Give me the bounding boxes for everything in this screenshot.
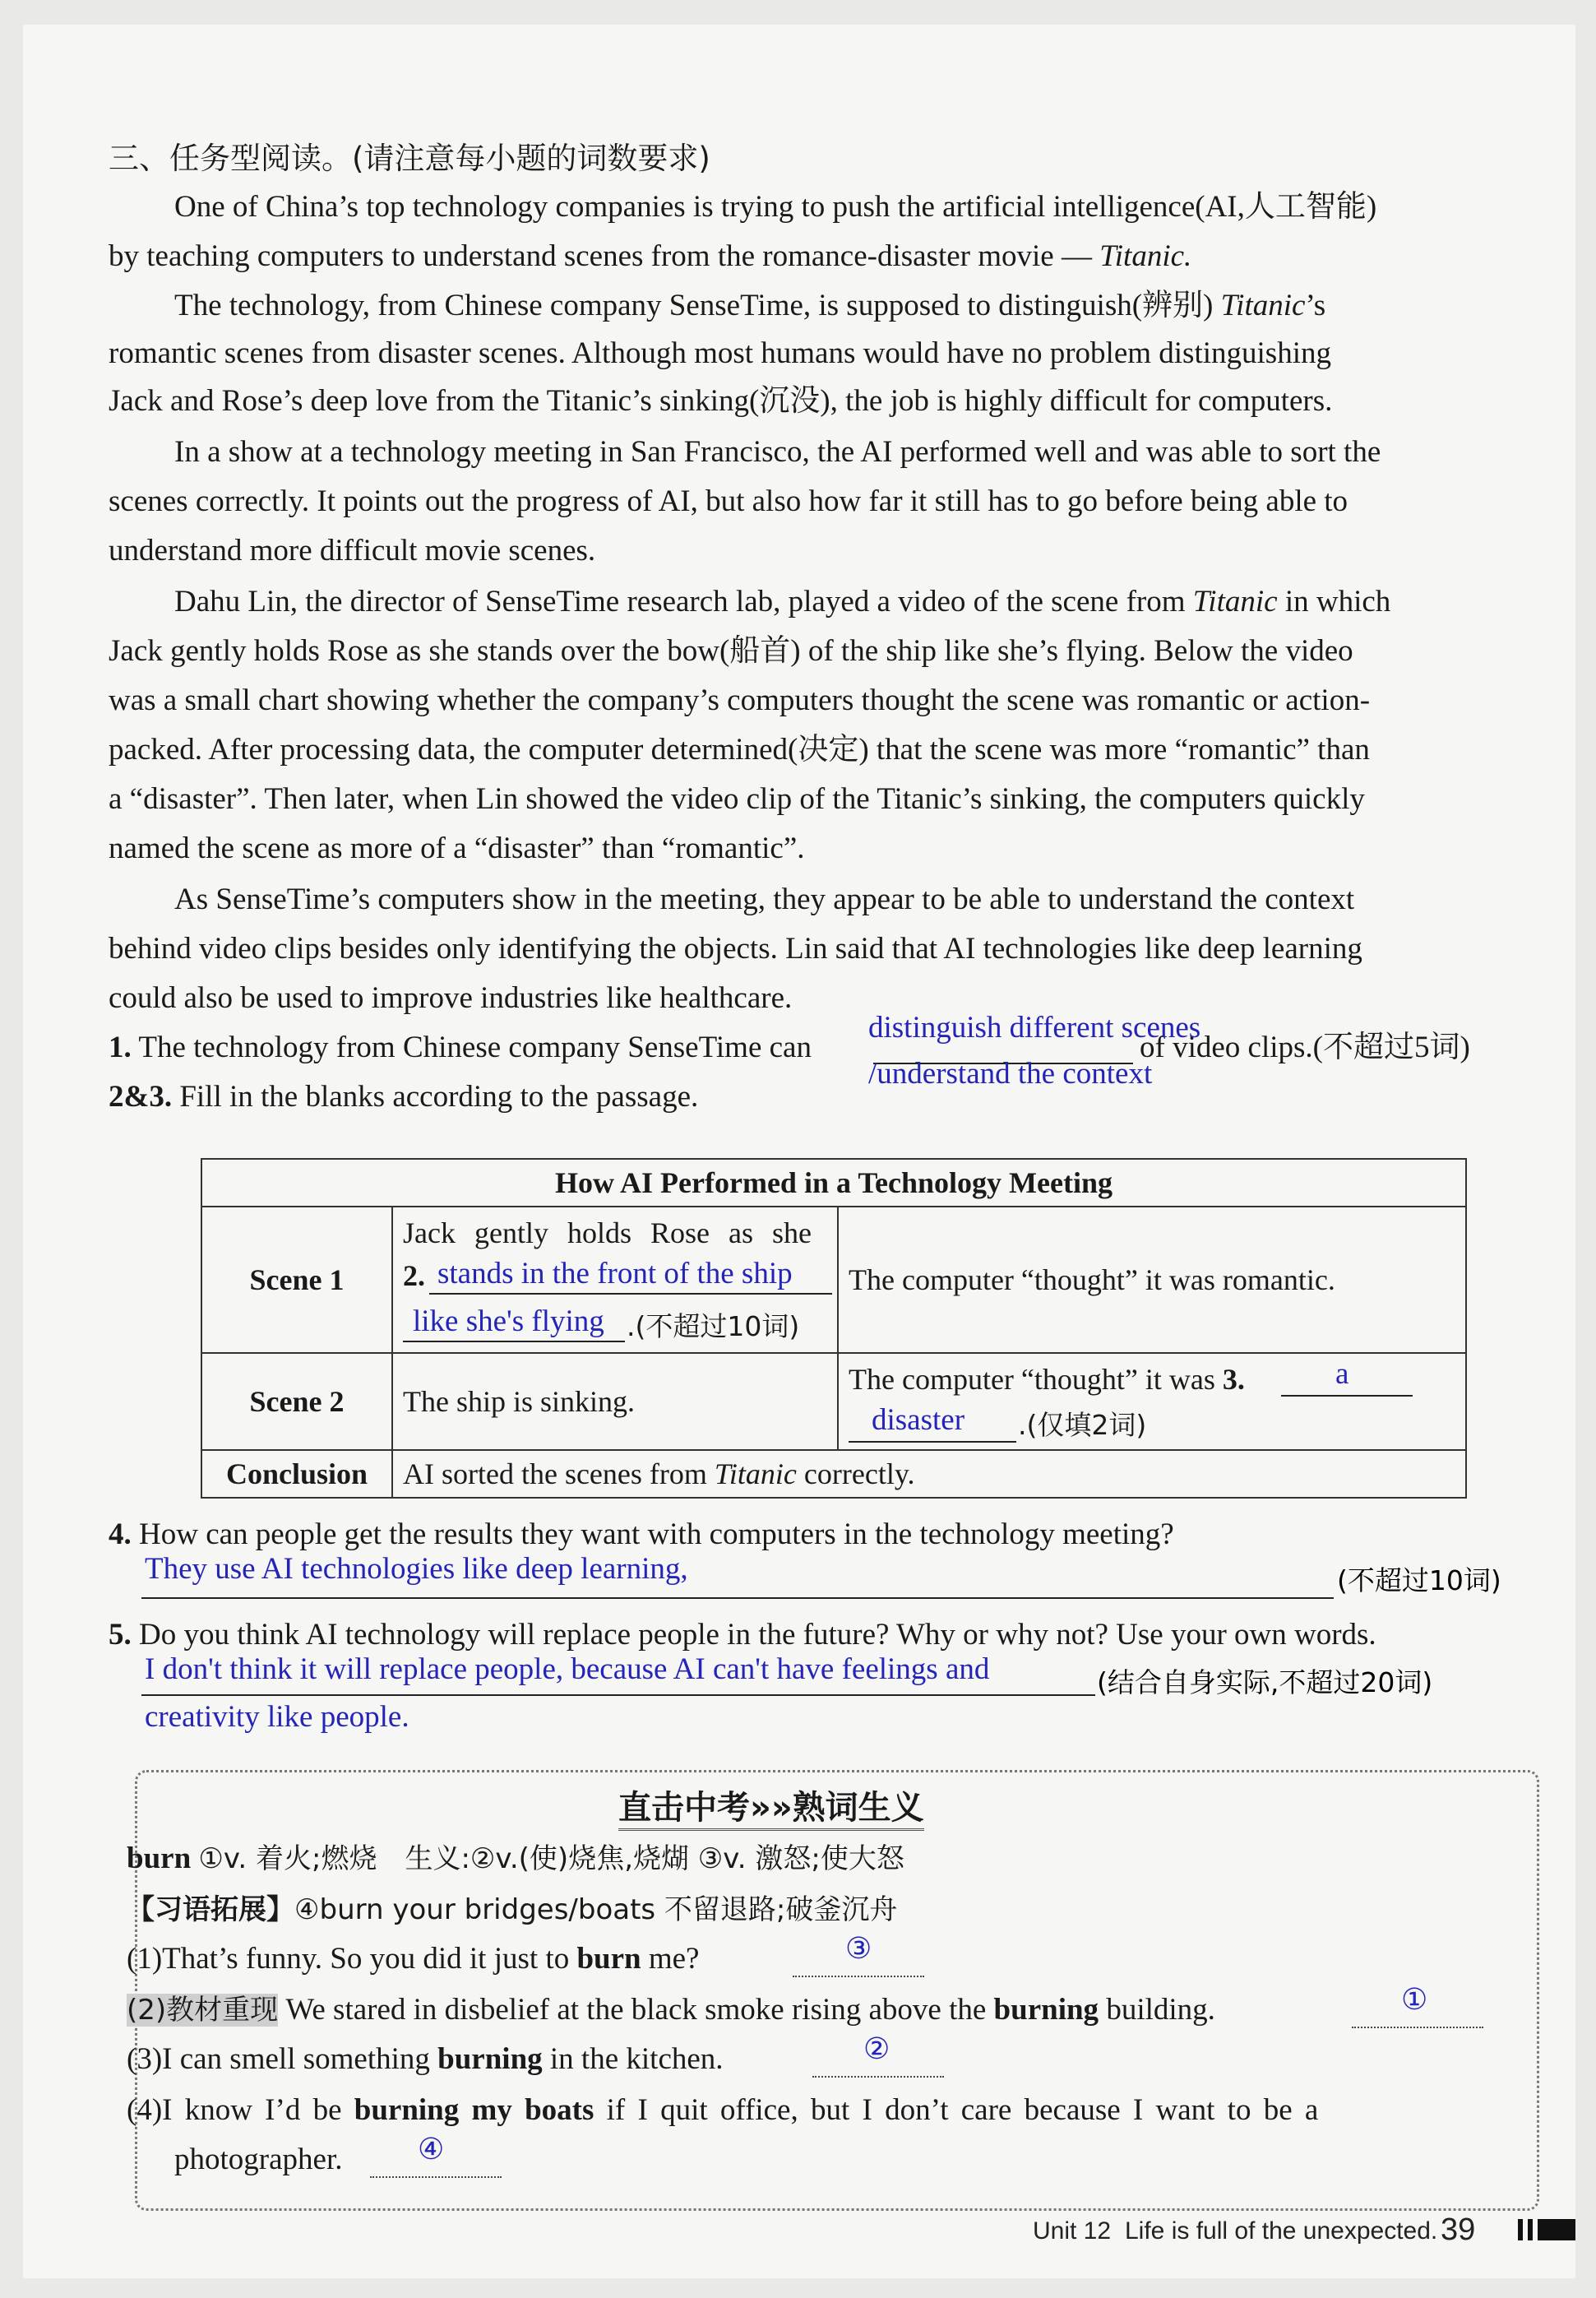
vocab-blank-1[interactable]: [793, 1976, 924, 1977]
vocab-answer-3: ②: [863, 2032, 891, 2065]
answer-4: They use AI technologies like deep learning,: [145, 1552, 688, 1586]
answer-blank-3b[interactable]: [849, 1441, 1016, 1443]
answer-2-line1: stands in the front of the ship: [437, 1257, 793, 1290]
scene-2-result: The computer “thought” it was 3. a disaster .(仅填2词): [838, 1353, 1466, 1450]
answer-3-word1: a: [1335, 1357, 1349, 1391]
scene-2-description: The ship is sinking.: [392, 1353, 838, 1450]
answer-blank-4[interactable]: [141, 1597, 1334, 1599]
passage-line: Dahu Lin, the director of SenseTime research lab, played a video of the scene from Titanic in which: [174, 585, 1391, 619]
footer-unit: Unit 12: [1033, 2217, 1112, 2245]
passage-line: understand more difficult movie scenes.: [109, 534, 596, 568]
answer-blank-3a[interactable]: [1281, 1395, 1413, 1397]
scene-1-description: Jack gently holds Rose as she 2. stands in the front of the ship like she's flying .(不超过10词): [392, 1207, 838, 1353]
answer-blank-5[interactable]: [141, 1694, 1095, 1696]
footer-bar-icon: [1538, 2219, 1575, 2240]
answer-3-word2: disaster: [872, 1403, 965, 1437]
vocab-sentence-3: (3)I can smell something burning in the kitchen.: [127, 2042, 724, 2076]
passage-line: romantic scenes from disaster scenes. Although most humans would have no problem distinguishing: [109, 336, 1331, 370]
vocab-answer-2: ①: [1401, 1983, 1428, 2016]
vocab-sentence-4: (4)I know I’d be burning my boats if I quit office, but I don’t care because I want to be a: [127, 2093, 1319, 2127]
vocab-definition: burn ①v. 着火;燃烧 生义:②v.(使)烧焦,烧煳 ③v. 激怒;使大怒: [127, 1842, 904, 1875]
question-2-3: 2&3. Fill in the blanks according to the passage.: [109, 1080, 699, 1114]
passage-line: could also be used to improve industries like healthcare.: [109, 981, 793, 1015]
question-4: 4. How can people get the results they want with computers in the technology meeting?: [109, 1517, 1174, 1551]
page-number: 39: [1441, 2212, 1476, 2247]
question-5: 5. Do you think AI technology will replace people in the future? Why or why not? Use your own words.: [109, 1618, 1376, 1652]
passage-line: In a show at a technology meeting in San Francisco, the AI performed well and was able to sort the: [174, 435, 1381, 469]
answer-2-line2: like she's flying: [413, 1304, 604, 1338]
conclusion-text: AI sorted the scenes from Titanic correctly.: [392, 1450, 1466, 1498]
passage-line: One of China’s top technology companies is trying to push the artificial intelligence(AI,人工智能): [174, 190, 1377, 224]
footer-bar-icon: [1528, 2219, 1533, 2240]
passage-line: by teaching computers to understand scenes from the romance-disaster movie — Titanic.: [109, 239, 1192, 273]
passage-line: Jack gently holds Rose as she stands over the bow(船首) of the ship like she’s flying. Below the video: [109, 634, 1353, 668]
footer-bar-icon: [1518, 2219, 1523, 2240]
passage-line: behind video clips besides only identifying the objects. Lin said that AI technologies like deep learning: [109, 932, 1362, 966]
worksheet-page: [23, 25, 1575, 2278]
vocab-box-title: 直击中考»»熟词生义: [618, 1781, 924, 1831]
vocab-blank-3[interactable]: [812, 2076, 944, 2078]
question-1-tail: of video clips.(不超过5词): [1140, 1031, 1470, 1064]
vocab-sentence-1: (1)That’s funny. So you did it just to burn me?: [127, 1942, 700, 1976]
scene-1-label: Scene 1: [201, 1207, 392, 1353]
question-1: 1. The technology from Chinese company SenseTime can: [109, 1031, 812, 1064]
answer-1-line1: distinguish different scenes: [868, 1011, 1201, 1045]
passage-line: As SenseTime’s computers show in the meeting, they appear to be able to understand the context: [174, 883, 1355, 916]
scene-1-result: The computer “thought” it was romantic.: [838, 1207, 1466, 1353]
answer-5-line1: I don't think it will replace people, because AI can't have feelings and: [145, 1652, 990, 1686]
scene-2-label: Scene 2: [201, 1353, 392, 1450]
passage-line: packed. After processing data, the computer determined(决定) that the scene was more “romantic” than: [109, 733, 1370, 767]
table-title: How AI Performed in a Technology Meeting: [201, 1159, 1466, 1207]
footer-title: Life is full of the unexpected.: [1125, 2217, 1438, 2245]
answer-5-line2: creativity like people.: [145, 1700, 409, 1734]
vocab-blank-4[interactable]: [370, 2176, 502, 2178]
question-4-limit: (不超过10词): [1337, 1564, 1501, 1596]
ai-performance-table: [201, 1158, 1467, 1499]
conclusion-label: Conclusion: [201, 1450, 392, 1498]
vocab-answer-1: ③: [845, 1932, 872, 1965]
vocab-sentence-4-cont: photographer.: [174, 2143, 343, 2176]
passage-line: named the scene as more of a “disaster” than “romantic”.: [109, 832, 805, 865]
vocab-idiom: 【习语拓展】④burn your bridges/boats 不留退路;破釜沉舟: [127, 1893, 898, 1926]
vocab-answer-4: ④: [418, 2133, 445, 2166]
vocab-sentence-2: (2)教材重现 We stared in disbelief at the black smoke rising above the burning building.: [127, 1993, 1215, 2027]
passage-line: Jack and Rose’s deep love from the Titanic’s sinking(沉没), the job is highly difficult for computers.: [109, 384, 1333, 418]
passage-line: a “disaster”. Then later, when Lin showed the video clip of the Titanic’s sinking, the computers quickly: [109, 782, 1365, 816]
section-title: 三、任务型阅读。(请注意每小题的词数要求): [109, 141, 710, 176]
vocab-blank-2[interactable]: [1352, 2027, 1483, 2028]
passage-line: The technology, from Chinese company SenseTime, is supposed to distinguish(辨别) Titanic’s: [174, 289, 1326, 322]
passage-line: scenes correctly. It points out the progress of AI, but also how far it still has to go before being able to: [109, 484, 1349, 518]
passage-line: was a small chart showing whether the company’s computers thought the scene was romantic or action-: [109, 683, 1371, 717]
question-5-limit: (结合自身实际,不超过20词): [1097, 1666, 1433, 1698]
answer-1-line2: /understand the context: [868, 1057, 1153, 1091]
